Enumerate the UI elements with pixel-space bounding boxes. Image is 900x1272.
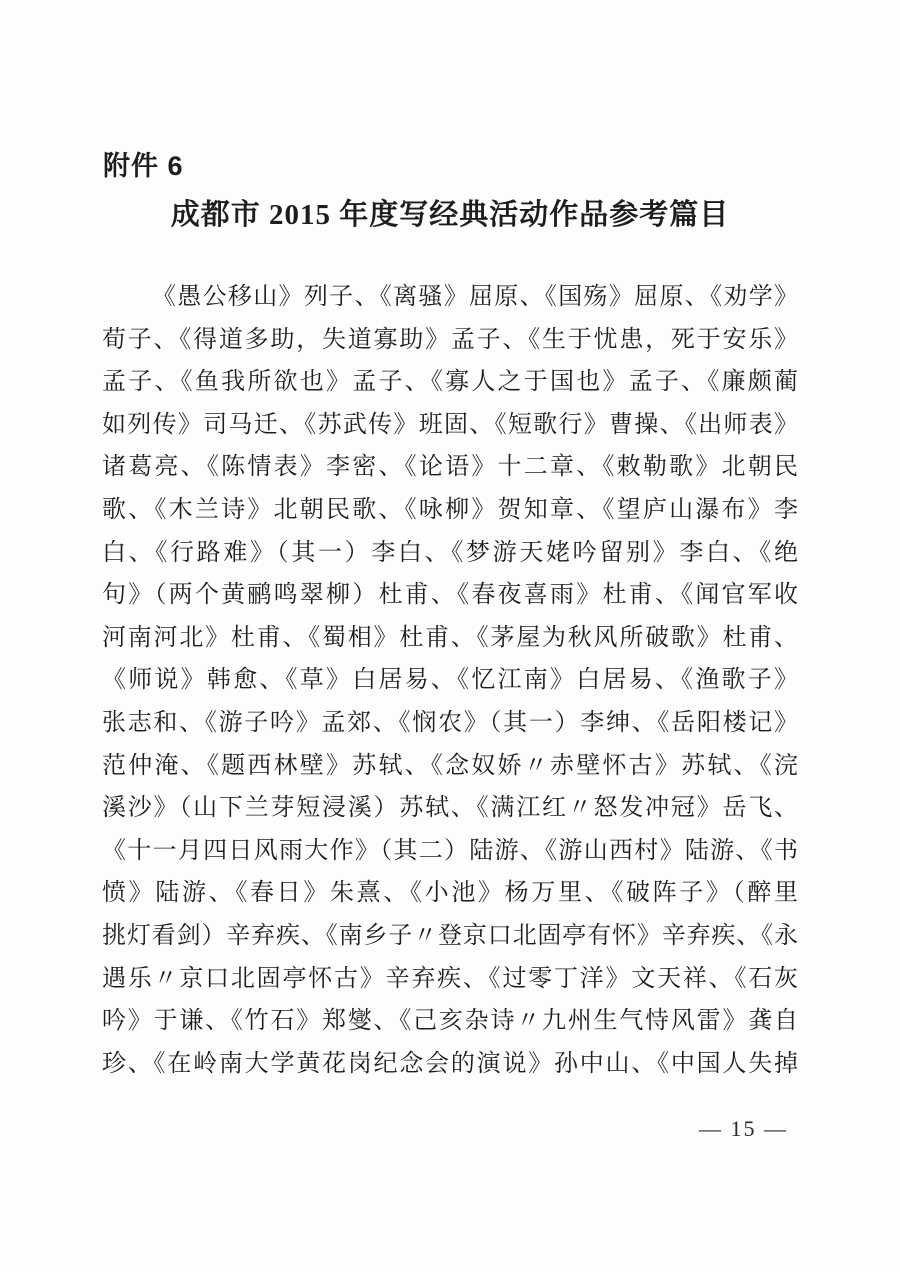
body-line: 遇乐〃京口北固亭怀古》辛弃疾、《过零丁洋》文天祥、《石灰 bbox=[102, 965, 798, 992]
body-line: 句》（两个黄鹂鸣翠柳）杜甫、《春夜喜雨》杜甫、《闻官军收 bbox=[102, 582, 798, 609]
page-number: — 15 — bbox=[699, 1116, 788, 1141]
body-line: 溪沙》（山下兰芽短浸溪）苏轼、《满江红〃怒发冲冠》岳飞、 bbox=[102, 795, 798, 822]
body-line: 珍、《在岭南大学黄花岗纪念会的演说》孙中山、《中国人失掉 bbox=[102, 1050, 798, 1077]
body-line: 荀子、《得道多助，失道寡助》孟子、《生于忧患，死于安乐》 bbox=[102, 326, 798, 353]
body-line: 范仲淹、《题西林壁》苏轼、《念奴娇〃赤壁怀古》苏轼、《浣 bbox=[102, 752, 798, 779]
body-line: 歌、《木兰诗》北朝民歌、《咏柳》贺知章、《望庐山瀑布》李 bbox=[102, 496, 798, 523]
body-line: 挑灯看剑）辛弃疾、《南乡子〃登京口北固亭有怀》辛弃疾、《永 bbox=[102, 922, 798, 949]
body-line: 诸葛亮、《陈情表》李密、《论语》十二章、《敕勒歌》北朝民 bbox=[102, 454, 798, 481]
body-line: 孟子、《鱼我所欲也》孟子、《寡人之于国也》孟子、《廉颇蔺 bbox=[102, 369, 798, 396]
body-line: 河南河北》杜甫、《蜀相》杜甫、《茅屋为秋风所破歌》杜甫、 bbox=[102, 624, 798, 651]
body-line: 如列传》司马迁、《苏武传》班固、《短歌行》曹操、《出师表》 bbox=[102, 411, 798, 438]
body-line: 《师说》韩愈、《草》白居易、《忆江南》白居易、《渔歌子》 bbox=[102, 667, 798, 694]
body-line: 《愚公移山》列子、《离骚》屈原、《国殇》屈原、《劝学》 bbox=[152, 284, 798, 310]
body-line: 张志和、《游子吟》孟郊、《悯农》（其一）李绅、《岳阳楼记》 bbox=[102, 709, 798, 736]
document-title: 成都市 2015 年度写经典活动作品参考篇目 bbox=[170, 199, 730, 231]
attachment-label: 附件 6 bbox=[103, 151, 184, 181]
body-line: 白、《行路难》（其一）李白、《梦游天姥吟留别》李白、《绝 bbox=[102, 539, 798, 566]
body-line: 吟》于谦、《竹石》郑燮、《己亥杂诗〃九州生气恃风雷》龚自 bbox=[102, 1008, 798, 1035]
body-line: 愤》陆游、《春日》朱熹、《小池》杨万里、《破阵子》（醉里 bbox=[102, 880, 798, 907]
document-body bbox=[102, 276, 798, 1085]
body-line: 《十一月四日风雨大作》（其二）陆游、《游山西村》陆游、《书 bbox=[102, 837, 798, 864]
